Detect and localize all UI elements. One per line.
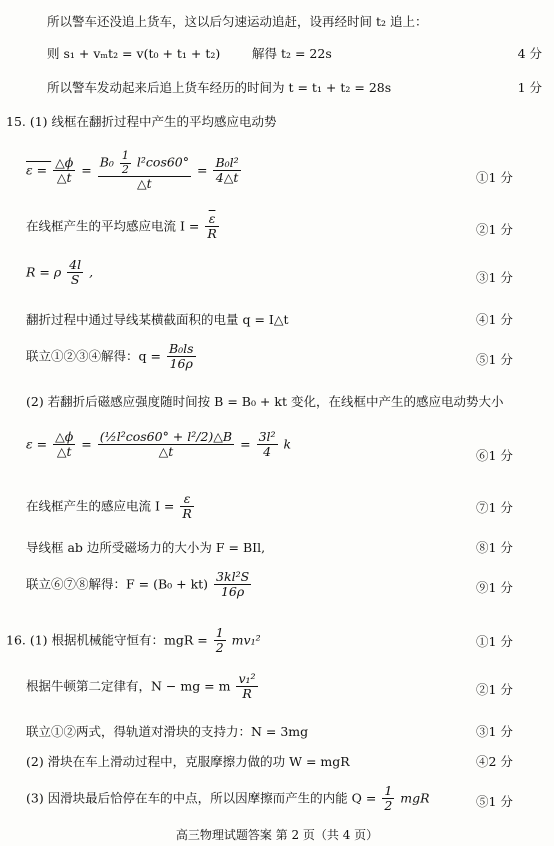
q16-line-3: 联立①②两式，得轨道对滑块的支持力：N = 3mg [26,724,309,739]
eq3-num: 4l [69,257,82,272]
q16-line-4: (2) 滑块在车上滑动过程中，克服摩擦力做的功 W = mgR [26,754,350,769]
eq1-half-num: 1 [121,149,129,162]
q15-eq5 [26,342,198,372]
eq9-text: 联立⑥⑦⑧解得：F = (B₀ + kt) [26,576,209,592]
eq1-half-den: 2 [121,162,129,176]
eq1-frac1-num: △ϕ [55,154,74,170]
prev-line-2-score: 4 分 [517,46,542,61]
eq1-frac2-num-a: B₀ [99,154,114,170]
eq6-eq-sign: = [81,436,92,452]
eq1-frac3-num: B₀l² [215,154,239,170]
eq6-lhs: ε = [26,436,52,452]
q15-eq3-score: ③1 分 [476,270,513,285]
eq6-tail: k [283,436,292,452]
eq6-frac3 [257,430,278,460]
eq6-f3-num: 3l² [258,429,276,444]
q15-eq8: 导线框 ab 边所受磁场力的大小为 F = BIl, [26,540,266,555]
q15-eq6-score: ⑥1 分 [476,448,513,463]
q15-eq3 [26,258,93,288]
eq6-frac2 [98,430,234,460]
q16-l2-frac [236,672,257,702]
eq1-eq-sign-2: = [197,162,208,178]
eq2-num: $\overline{\varepsilon}$ [205,212,218,227]
q16-l1-frac [214,626,226,656]
q16-l2-text: 根据牛顿第二定律有，N − mg = m [26,678,231,694]
q15-eq9 [26,570,253,600]
q15-eq4: 翻折过程中通过导线某横截面积的电量 q = I△t [26,312,289,327]
eq6-f2-den: △t [158,444,174,460]
eq1-frac2-num [98,150,191,177]
q16-l1-num: 1 [215,625,224,640]
q16-line-1 [6,626,261,656]
q16-l1-den: 2 [215,640,224,656]
eq1-eq-sign: = [81,162,92,178]
q16-l5-den: 2 [384,798,393,814]
eq1-frac2-den: △t [137,176,152,192]
q16-line-2 [26,672,260,702]
eq6-f3-den: 4 [263,444,272,460]
prev-line-3: 所以警车发动起来后追上货车经历的时间为 t = t₁ + t₂ = 28s [47,80,392,95]
q16-l4-score: ④2 分 [476,754,513,769]
q15-eq1 [26,150,243,192]
eq1-frac1 [53,156,75,186]
q15-eq6 [26,430,291,460]
eq2-den: R [207,226,217,242]
q16-l3-score: ③1 分 [476,724,513,739]
eq1-frac1-den: △t [56,170,72,186]
q15-eq5-score: ⑤1 分 [476,352,513,367]
page-footer: 高三物理试题答案 第 2 页（共 4 页） [175,828,379,842]
q16-l5-num: 1 [384,783,393,798]
q15-eq2 [26,212,221,242]
eq5-frac [167,342,196,372]
q15-eq1-score: ①1 分 [476,170,513,185]
eq1-lhs: ε = [26,162,52,178]
q16-l2-score: ②1 分 [476,682,513,697]
q16-l5-tail: mgR [400,790,430,806]
eq3-frac [67,258,83,288]
eq1-frac3 [213,156,240,186]
q15-eq9-score: ⑨1 分 [476,580,513,595]
eq3-lhs: R = ρ [26,264,66,280]
q16-l1-score: ①1 分 [476,634,513,649]
eq3-tail: , [89,264,94,280]
eq3-den: S [70,272,80,288]
q16-l2-den: R [242,686,252,702]
eq1-frac2 [98,150,191,192]
eq6-f1-num: △ϕ [55,429,74,444]
eq7-den: R [182,506,192,522]
q16-l1-text: 16. (1) 根据机械能守恒有：mgR = [6,632,212,648]
eq1-half [120,150,131,176]
q16-l5-score: ⑤1 分 [476,794,513,809]
prev-line-1: 所以警车还没追上货车，这以后匀速运动追赶，设再经时间 t₂ 追上： [47,14,428,29]
eq1-frac2-num-b: l²cos60° [136,154,190,170]
q15-eq2-score: ②1 分 [476,222,513,237]
eq5-text: 联立①②③④解得：q = [26,348,165,364]
q16-l5-text: (3) 因滑块最后恰停在车的中点，所以因摩擦而产生的内能 Q = [26,790,381,806]
q15-eq8-score: ⑧1 分 [476,540,513,555]
eq1-frac3-den: 4△t [215,170,239,186]
eq6-f1-den: △t [56,444,72,460]
q16-line-5 [26,784,430,814]
q16-l5-frac [382,784,394,814]
eq2-frac [205,212,218,242]
eq7-text: 在线框产生的感应电流 I = [26,498,179,514]
eq9-num: 3kl²S [216,569,250,584]
prev-line-2-eq: 则 s₁ + vₘt₂ = v(t₀ + t₁ + t₂) [47,46,221,61]
q15-part2: (2) 若翻折后磁感应强度随时间按 B = B₀ + kt 变化，在线框中产生的感应电动势大小 [26,394,504,409]
q15-eq4-score: ④1 分 [476,312,513,327]
eq9-frac [214,570,251,600]
q16-l2-num: v₁² [238,671,256,686]
prev-line-3-score: 1 分 [517,80,542,95]
eq2-text: 在线框产生的平均感应电流 I = [26,218,204,234]
q16-l1-tail: mv₁² [231,632,261,648]
eq6-eq-sign-2: = [240,436,251,452]
eq9-den: 16ρ [220,584,245,600]
eq7-frac [180,492,193,522]
eq6-f2-num: (½l²cos60° + l²/2)△B [99,429,233,444]
eq5-den: 16ρ [169,356,193,372]
eq6-frac1 [53,430,75,460]
q15-heading: 15. (1) 线框在翻折过程中产生的平均感应电动势 [6,114,277,129]
eq5-num: B₀ls [168,341,194,356]
q15-eq7-score: ⑦1 分 [476,500,513,515]
prev-line-2-solve: 解得 t₂ = 22s [252,46,332,61]
eq7-num: ε [180,492,193,507]
q15-eq7 [26,492,196,522]
